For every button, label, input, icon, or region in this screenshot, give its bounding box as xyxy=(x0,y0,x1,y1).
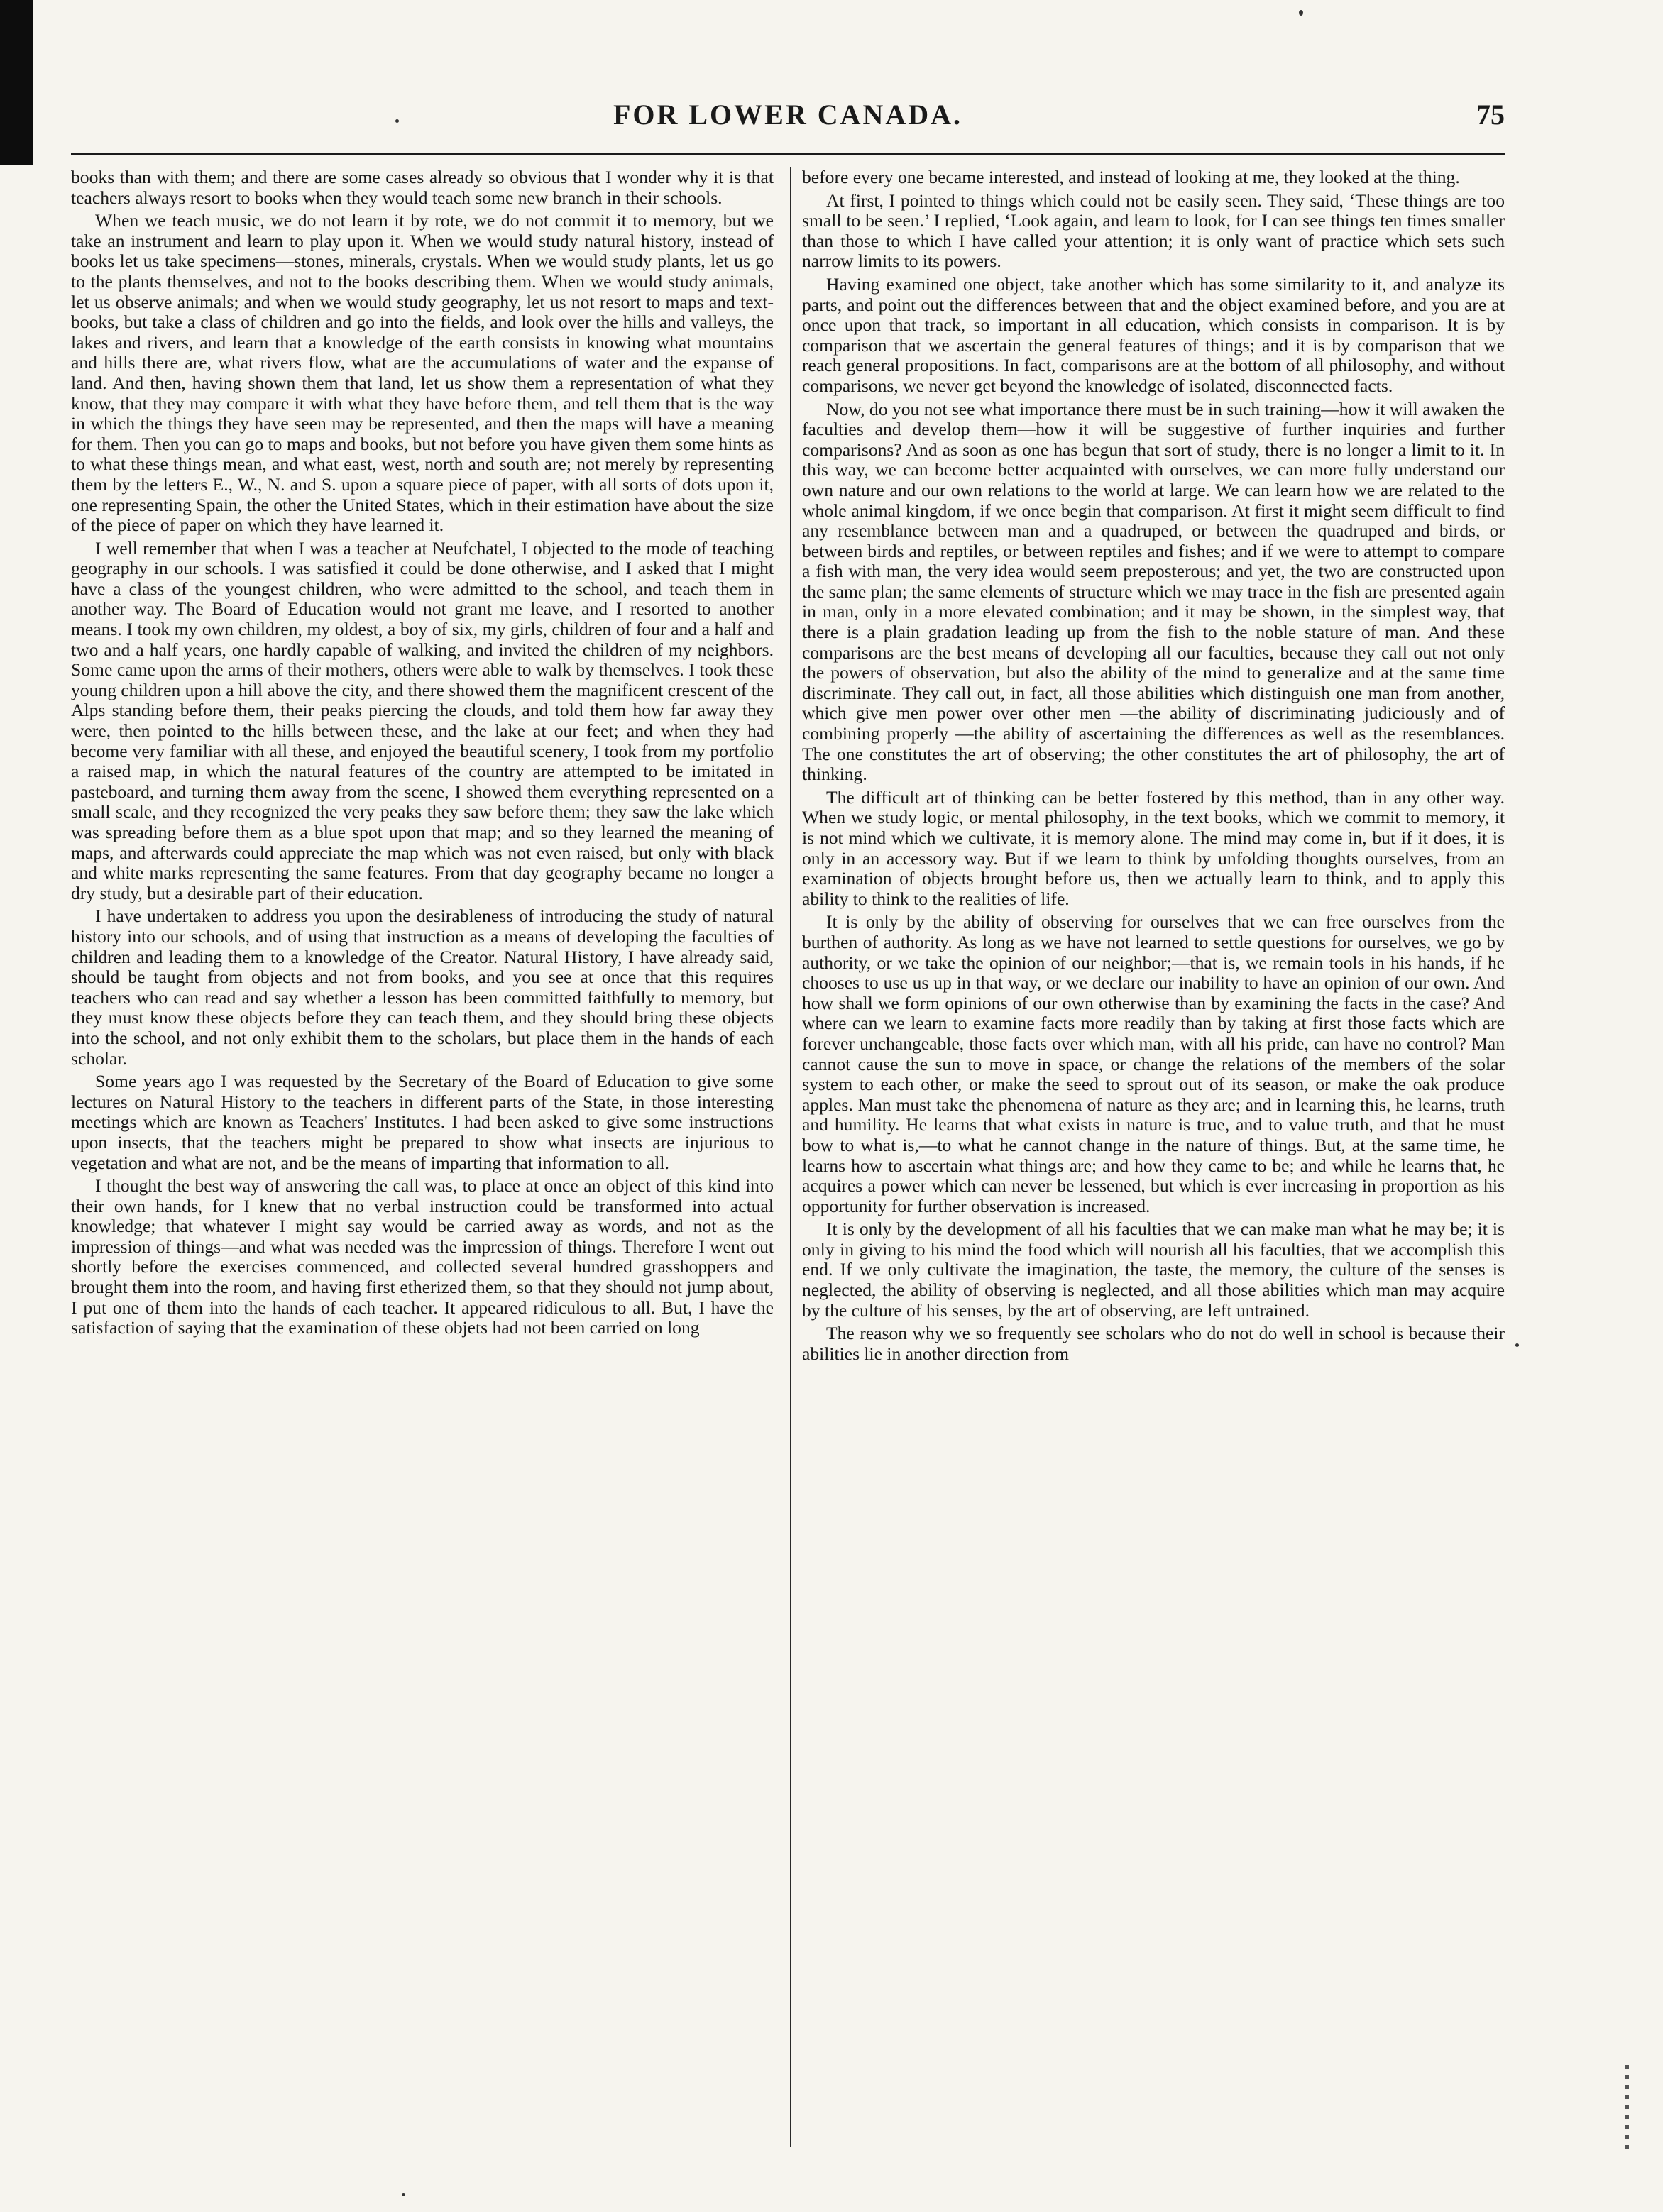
paragraph: before every one became interested, and instead of looking at me, they looked at the thing. xyxy=(802,167,1460,187)
paragraph: At first, I pointed to things which could not be easily seen. They said, ‘These things are too small to be seen.’ I replied, ‘Look again, and learn to look, for I can see things ten times smaller than those to which I have called your attention; it is only want of practice which sets such narrow limits to its powers. xyxy=(802,189,1505,272)
column-divider xyxy=(790,167,791,2147)
left-column xyxy=(71,167,774,2147)
paragraph: When we teach music, we do not learn it by rote, we do not commit it to memory, but we take an instrument and learn to play upon it. When we would study natural history, instead of books let us take specimens—stones, minerals, crystals. When we would study plants, let us go to the plants themselves, and not to the books describing them. When we would study animals, let us observe animals; and when we would study geography, let us not resort to maps and text-books, but take a class of children and go into the fields, and look over the hills and valleys, the lakes and rivers, and learn that a knowledge of the earth consists in knowing what mountains and hills there are, what rivers flow, what are the accumulations of water and the expanse of land. And then, having shown them that land, let us show them a representation of what they know, that they may compare it with what they have before them, and tell them that is the way in which the things they have seen may be represented, and then the maps will have a meaning for them. Then you can go to maps and books, but not before you have given them some hints as to what these things mean, and what east, west, north and south are; not merely by representing them by the letters E., W., N. and S. upon a square piece of paper, with all sorts of dots upon it, one representing Spain, the other the United States, which in their estimation have about the size of the piece of paper on which they have learned it. xyxy=(71,210,774,536)
paragraph: Now, do you not see what importance there must be in such training—how it will awaken the faculties and develop them—how it will be suggestive of further inquiries and further comparisons? And as soon as one has begun that sort of study, there is no longer a limit to it. In this way, we can become better acquainted with ourselves, we can more fully understand our own nature and our own relations to the world at large. We can learn how we are related to the whole animal kingdom, if we once begin that comparison. At first it might seem difficult to find any resemblance between man and a quadruped, or between the quadruped and birds, or between birds and reptiles, or between reptiles and fishes; and if we were to attempt to compare a fish with man, the very idea would seem preposterous; and yet, the two are constructed upon the same plan; the same elements of structure which we may trace in the fish are presented again in man, only in a more elevated combination; and it may be shown, in the simplest way, that there is a plain gradation leading up from the fish to the noble stature of man. And these comparisons are the best means of developing all our faculties, because they call out not only the powers of observation, but also the ability of the mind to generalize and at the same time discriminate. They call out, in fact, all those abilities which distinguish one man from another, which give men power over other men —the ability of discriminating judiciously and of combining properly —the ability of ascertaining the differences as well as the resemblances. The one constitutes the art of observing; the other constitutes the art of philosophy, the art of thinking. xyxy=(802,398,1505,785)
header-rule xyxy=(71,153,1505,155)
running-title: FOR LOWER CANADA. xyxy=(613,99,963,131)
paragraph: It is only by the ability of observing for ourselves that we can free ourselves from the burthen of authority. As long as we have not learned to settle questions for ourselves, we go by authority, or we take the opinion of our neighbor;—that is, we remain tools in his hands, if he chooses to use us up in that way, or we declare our inability to have an opinion of our own. And how shall we form opinions of our own otherwise than by examining the facts in the case? And where can we learn to examine facts more readily than by taking at first those facts which are forever unchangeable, those facts over which man, with all his pride, can have no control? Man cannot cause the sun to move in space, or change the relations of the members of the solar system to each other, or make the seed to sprout out of its season, or make the oak produce apples. Man must take the phenomena of nature as they are; and in learning this, he learns, truth and humility. He learns that what exists in nature is true, and to value truth, and that he must bow to what is,—to what he cannot change in the nature of things. But, at the same time, he learns how to ascertain what things are; and how they came to be; and while he learns that, he acquires a power which can never be lessened, but which is ever increasing in proportion as his opportunity for further observation is increased. xyxy=(802,911,1505,1216)
paragraph: books than with them; and there are some cases already so obvious that I wonder why it is that teachers always resort to books when they would teach some new branch in their schools. xyxy=(71,167,774,208)
right-column xyxy=(802,167,1505,2147)
page-header xyxy=(71,98,1505,141)
binding-edge xyxy=(0,0,33,165)
paragraph: The reason why we so frequently see scholars who do not do well in school is because their abilities lie in another direction from xyxy=(802,1323,1505,1364)
edge-scan-marks xyxy=(1625,2065,1629,2150)
paragraph: It is only by the development of all his faculties that we can make man what he may be; it is only in giving to his mind the food which will nourish all his faculties, that we accomplish this end. If we only cultivate the imagination, the taste, the memory, the culture of the senses is neglected, the ability of observing is neglected, and all those abilities which man may acquire by the culture of his senses, by the art of observing, are left untrained. xyxy=(802,1218,1505,1321)
ink-speck xyxy=(1299,10,1303,16)
ink-speck xyxy=(402,2193,405,2196)
paragraph: Having examined one object, take another which has some similarity to it, and analyze its parts, and point out the differences between that and the object examined before, and you are at once upon that track, so important in all education, which consists in comparison. It is by comparison that we ascertain the general features of things; and it is by comparison that we reach general propositions. In fact, comparisons are at the bottom of all philosophy, and without comparisons, we never get beyond the knowledge of isolated, disconnected facts. xyxy=(802,273,1505,396)
paragraph: I well remember that when I was a teacher at Neufchatel, I objected to the mode of teaching geography in our schools. I was satisfied it could be done otherwise, and I asked that I might have a class of the youngest children, who were admitted to the school, and teach them in another way. The Board of Education would not grant me leave, and I resorted to another means. I took my own children, my oldest, a boy of six, my girls, children of four and a half and two and a half years, one hardly capable of walking, and invited the children of my neighbors. Some came upon the arms of their mothers, others were able to walk by themselves. I took these young children upon a hill above the city, and there showed them the magnificent crescent of the Alps standing before them, their peaks piercing the clouds, and told them how far away they were, then pointed to the hills between these, and the lake at our feet; and when they had become very familiar with all these, and enjoyed the beautiful scenery, I took from my portfolio a raised map, in which the natural features of the country are attempted to be imitated in pasteboard, and turning them away from the scene, I showed them everything represented on a small scale, and they recognized the very peaks they saw before them; they saw the lake which was spreading before them as a blue spot upon that map; and so they learned the meaning of maps, and afterwards could appreciate the map which was not even raised, but only with black and white marks representing the same features. From that day geography became no longer a dry study, but a desirable part of their education. xyxy=(71,537,774,903)
ink-speck xyxy=(1515,1343,1519,1347)
ink-speck xyxy=(395,119,399,123)
paragraph: I have undertaken to address you upon the desirableness of introducing the study of natural history into our schools, and of using that instruction as a means of developing the faculties of children and leading them to a knowledge of the Creator. Natural History, I have already said, should be taught from objects and not from books, and you see at once that this requires teachers who can read and say whether a lesson has been committed faithfully to memory, but they must know these objects before they can teach them, and they should bring these objects into the school, and not only exhibit them to the scholars, but place them in the hands of each scholar. xyxy=(71,906,774,1069)
paragraph: I thought the best way of answering the call was, to place at once an object of this kind into their own hands, for I knew that no verbal instruction could be transformed into actual knowledge; that whatever I might say would be carried away as words, and not as the impression of things—and what was needed was the impression of things. Therefore I went out shortly before the exercises commenced, and collected several hundred grasshoppers and brought them into the room, and having first etherized them, so that they should not jump about, I put one of them into the hands of each teacher. It appeared ridiculous to all. But, I have the satisfaction of saying that the examination of these objets had not been carried on long xyxy=(71,1175,774,1338)
paragraph: Some years ago I was requested by the Secretary of the Board of Education to give some lectures on Natural History to the teachers in different parts of the State, in those interesting meetings which are known as Teachers' Institutes. I had been asked to give some instructions upon insects, that the teachers might be prepared to show what insects are injurious to vegetation and what are not, and be the means of imparting that information to all. xyxy=(71,1071,774,1173)
page-number: 75 xyxy=(1476,99,1505,131)
paragraph: The difficult art of thinking can be better fostered by this method, than in any other way. When we study logic, or mental philosophy, in the text books, which we commit to memory, it is not mind which we cultivate, it is memory alone. The mind may come in, but if it does, it is only in an accessory way. But if we learn to think by unfolding thoughts ourselves, from an examination of objects brought before us, then we actually learn to think, and to apply this ability to think to the realities of life. xyxy=(802,786,1505,909)
